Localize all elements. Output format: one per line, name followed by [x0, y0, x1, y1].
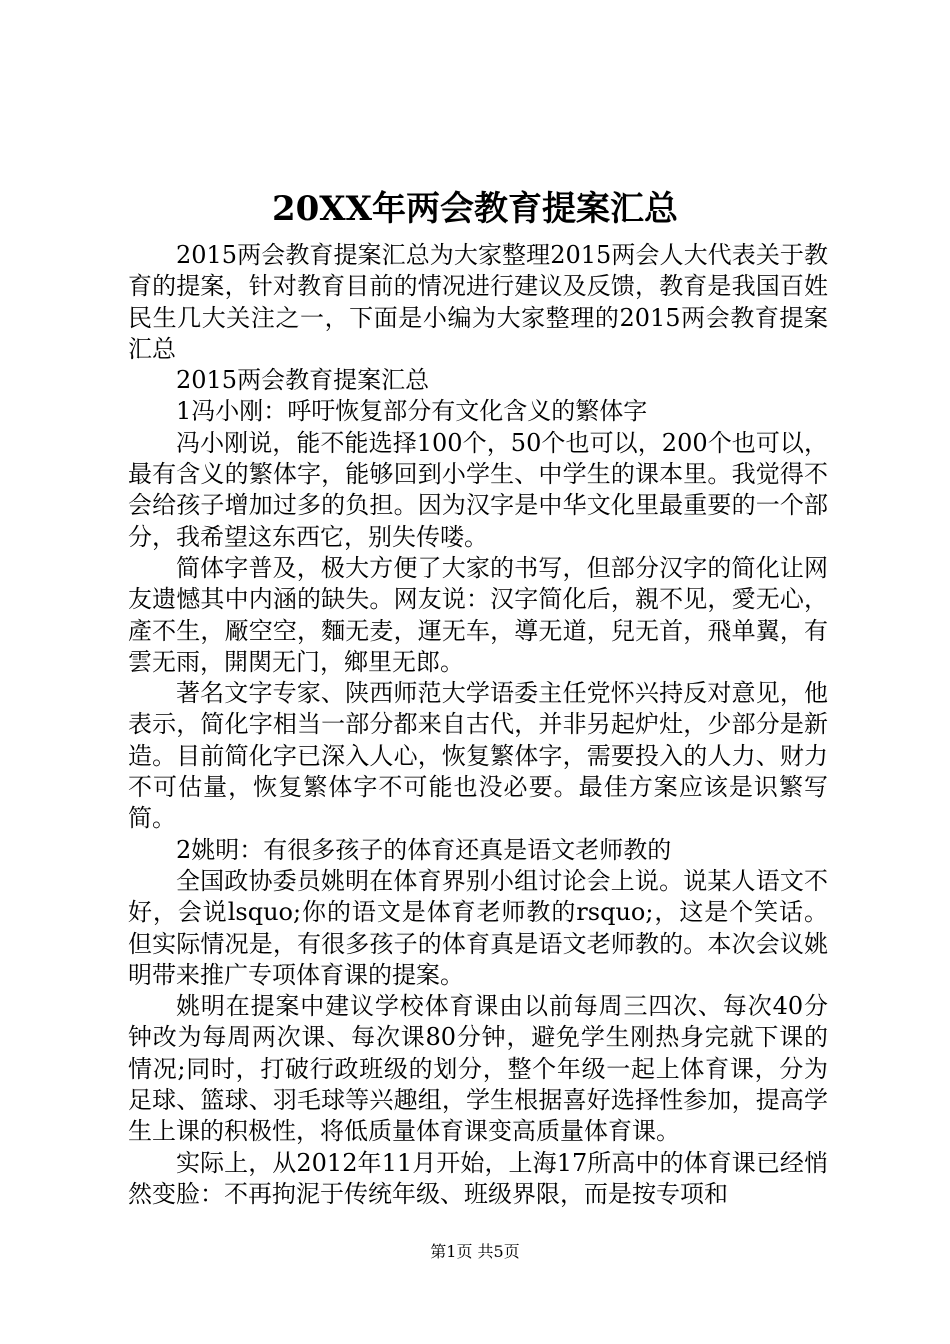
- paragraph: 著名文字专家、陕西师范大学语委主任党怀兴持反对意见，他表示，简化字相当一部分都来自古代，并非另起炉灶，少部分是新造。目前简化字已深入人心，恢复繁体字，需要投入的人力、财力不可估量，恢复繁体字不可能也没必要。最佳方案应该是识繁写简。: [128, 679, 828, 833]
- paragraph: 实际上，从2012年11月开始，上海17所高中的体育课已经悄然变脸：不再拘泥于传统年级、班级界限，而是按专项和: [128, 1148, 828, 1208]
- paragraph: 姚明在提案中建议学校体育课由以前每周三四次、每次40分钟改为每周两次课、每次课80分钟，避免学生刚热身完就下课的情况;同时，打破行政班级的划分，整个年级一起上体育课，分为足球、篮球、羽毛球等兴趣组，学生根据喜好选择性参加，提高学生上课的积极性，将低质量体育课变高质量体育课。: [128, 992, 828, 1146]
- paragraph-section-heading: 2015两会教育提案汇总: [176, 366, 430, 395]
- paragraph: 简体字普及，极大方便了大家的书写，但部分汉字的简化让网友遗憾其中内涵的缺失。网友说：汉字简化后，親不见，愛无心，產不生，厰空空，麵无麦，運无车，導无道，兒无首，飛单翼，有雲无雨，開関无门，鄉里无郎。: [128, 553, 828, 676]
- document-title: 20XX年两会教育提案汇总: [271, 189, 679, 229]
- paragraph: 冯小刚说，能不能选择100个，50个也可以，200个也可以，最有含义的繁体字，能够回到小学生、中学生的课本里。我觉得不会给孩子增加过多的负担。因为汉字是中华文化里最重要的一个部分，我希望这东西它，别失传喽。: [128, 428, 828, 551]
- document-body: [128, 240, 828, 1210]
- paragraph-item-1-heading: 1冯小刚：呼吁恢复部分有文化含义的繁体字: [176, 397, 648, 426]
- paragraph-item-2-heading: 2姚明：有很多孩子的体育还真是语文老师教的: [176, 835, 672, 864]
- paragraph-intro: 2015两会教育提案汇总为大家整理2015两会人大代表关于教育的提案，针对教育目前的情况进行建议及反馈，教育是我国百姓民生几大关注之一，下面是小编为大家整理的2015两会教育提案汇总: [128, 241, 828, 363]
- paragraph: 全国政协委员姚明在体育界别小组讨论会上说。说某人语文不好，会说lsquo;你的语文是体育老师教的rsquo;，这是个笑话。但实际情况是，有很多孩子的体育真是语文老师教的。本次会议姚明带来推广专项体育课的提案。: [128, 866, 828, 989]
- page-footer: 第1页 共5页: [430, 1242, 520, 1261]
